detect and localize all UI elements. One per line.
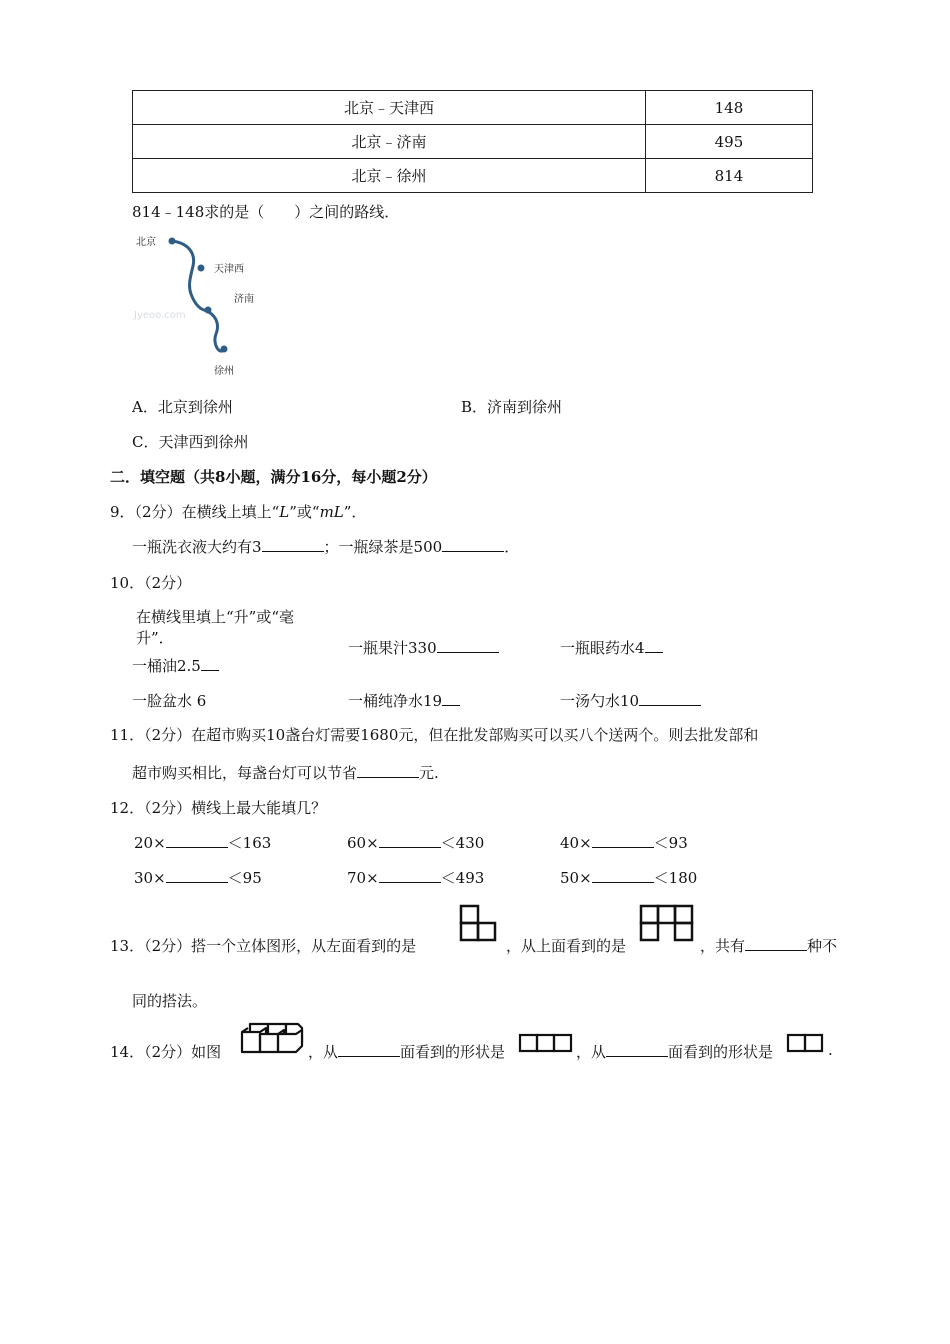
q14-period: .	[828, 1041, 833, 1059]
q13-part1: 13．（2分）搭一个立体图形，从左面看到的是	[110, 937, 417, 955]
q8-question: 814﹣148求的是（ ）之间的路线．	[132, 203, 400, 221]
q12-factor: 30×	[134, 869, 166, 887]
q9-text-a: 一瓶洗衣液大约有3	[132, 538, 262, 556]
q12-item	[560, 867, 697, 888]
q12-limit: ＜95	[227, 869, 262, 887]
distance-cell: 814	[645, 159, 812, 193]
three-square-view	[518, 1032, 574, 1054]
jinan-marker	[205, 307, 212, 314]
q10-item-text: 一汤勺水10	[560, 692, 640, 710]
q10-item	[560, 690, 701, 711]
q12-limit: ＜93	[653, 834, 688, 852]
q9-suffix: ”．	[343, 503, 367, 521]
left-view-figure	[458, 903, 498, 943]
top-view-figure	[638, 903, 696, 943]
q14-part2: ，从	[308, 1043, 339, 1061]
answer-blank[interactable]	[166, 833, 228, 848]
q12-item	[134, 867, 262, 888]
table-row	[133, 125, 813, 159]
q10-item-text: 一脸盆水 6	[132, 692, 207, 710]
q9-line2	[132, 536, 519, 557]
q9-header	[110, 501, 366, 522]
q12-item	[134, 832, 271, 853]
q9-mid: ”或“	[289, 503, 320, 521]
tianjinxi-marker	[198, 265, 205, 272]
q9-prefix: 9．（2分）在横线上填上“	[110, 503, 280, 521]
answer-blank[interactable]	[645, 638, 663, 653]
q10-item-text: 一瓶眼药水4	[560, 639, 645, 657]
q12-header: 12．（2分）横线上最大能填几？	[110, 799, 327, 817]
q9-text-b: ；一瓶绿茶是500	[323, 538, 443, 556]
option-a: A．北京到徐州	[132, 398, 233, 416]
two-square-view	[786, 1032, 826, 1054]
q11-text-b: 元.	[419, 764, 439, 782]
q12-item	[347, 867, 484, 888]
q12-item	[347, 832, 484, 853]
q10-item-text: 一桶纯净水19	[348, 692, 443, 710]
q13-part3-wrap	[700, 935, 837, 956]
distance-table	[132, 90, 813, 193]
q11-line2	[132, 762, 439, 783]
route-cell: 北京﹣徐州	[133, 159, 646, 193]
q12-limit: ＜493	[440, 869, 485, 887]
q10-item-text: 一瓶果汁330	[348, 639, 437, 657]
q10-header: 10．（2分）	[110, 574, 192, 592]
answer-blank[interactable]	[201, 656, 219, 671]
map-label-xuzhou: 徐州	[214, 366, 234, 377]
section-title: 二．填空题（共8小题，满分16分，每小题2分）	[110, 468, 437, 486]
q12-item	[560, 832, 688, 853]
map-label-jinan: 济南	[234, 294, 254, 305]
q14-middle	[308, 1041, 505, 1062]
xuzhou-marker	[221, 346, 228, 353]
q10-item	[348, 637, 499, 658]
q13-line2: 同的搭法。	[132, 992, 208, 1010]
q14-part1: 14．（2分）如图	[110, 1043, 222, 1061]
route-cell: 北京﹣济南	[133, 125, 646, 159]
q10-instruction-2: 升”．	[136, 629, 174, 647]
unit-milliliter: mL	[319, 503, 344, 521]
answer-blank[interactable]	[357, 763, 419, 778]
q10-item	[560, 637, 663, 658]
q12-factor: 40×	[560, 834, 592, 852]
q11-text-a: 超市购买相比，每盏台灯可以节省	[132, 764, 358, 782]
answer-blank[interactable]	[745, 936, 807, 951]
answer-blank[interactable]	[262, 537, 324, 552]
q10-item-text: 一桶油2.5	[132, 657, 201, 675]
q10-instruction-1: 在横线里填上“升”或“毫	[136, 608, 295, 626]
route-line	[172, 241, 224, 351]
q14-part4: ，从	[576, 1043, 607, 1061]
map-label-tianjinxi: 天津西	[214, 264, 244, 275]
answer-blank[interactable]	[442, 691, 460, 706]
distance-cell: 495	[645, 125, 812, 159]
q11-line1: 11．（2分）在超市购买10盏台灯需要1680元，但在批发部购买可以买八个送两个。则去批发部和	[110, 726, 759, 744]
answer-blank[interactable]	[166, 868, 228, 883]
q12-factor: 70×	[347, 869, 379, 887]
beijing-marker	[169, 238, 176, 245]
q13-part4: 种不	[807, 937, 838, 955]
option-b: B．济南到徐州	[461, 398, 563, 416]
q12-factor: 50×	[560, 869, 592, 887]
q10-item	[348, 690, 460, 711]
q12-limit: ＜163	[227, 834, 272, 852]
q10-item	[132, 690, 206, 711]
q10-item	[132, 655, 219, 676]
q12-limit: ＜430	[440, 834, 485, 852]
answer-blank[interactable]	[379, 833, 441, 848]
answer-blank[interactable]	[606, 1042, 668, 1057]
q13-part2: ，从上面看到的是	[506, 937, 627, 955]
answer-blank[interactable]	[592, 833, 654, 848]
q12-factor: 60×	[347, 834, 379, 852]
cube-stack-figure	[240, 1020, 306, 1056]
map-label-beijing: 北京	[136, 237, 156, 248]
distance-cell: 148	[645, 91, 812, 125]
option-c: C．天津西到徐州	[132, 433, 249, 451]
q14-part3: 面看到的形状是	[400, 1043, 506, 1061]
route-map	[128, 228, 268, 383]
q12-limit: ＜180	[653, 869, 698, 887]
answer-blank[interactable]	[437, 638, 499, 653]
map-watermark: Jyeoo.com	[134, 310, 186, 321]
q9-text-c: ．	[504, 538, 520, 556]
answer-blank[interactable]	[592, 868, 654, 883]
answer-blank[interactable]	[338, 1042, 400, 1057]
answer-blank[interactable]	[639, 691, 701, 706]
answer-blank[interactable]	[442, 537, 504, 552]
q14-end	[576, 1041, 773, 1062]
answer-blank[interactable]	[379, 868, 441, 883]
table-row	[133, 91, 813, 125]
q14-part5: 面看到的形状是	[668, 1043, 774, 1061]
q12-factor: 20×	[134, 834, 166, 852]
unit-liter: L	[279, 503, 290, 521]
table-row	[133, 159, 813, 193]
q13-part3: ，共有	[700, 937, 746, 955]
route-cell: 北京﹣天津西	[133, 91, 646, 125]
